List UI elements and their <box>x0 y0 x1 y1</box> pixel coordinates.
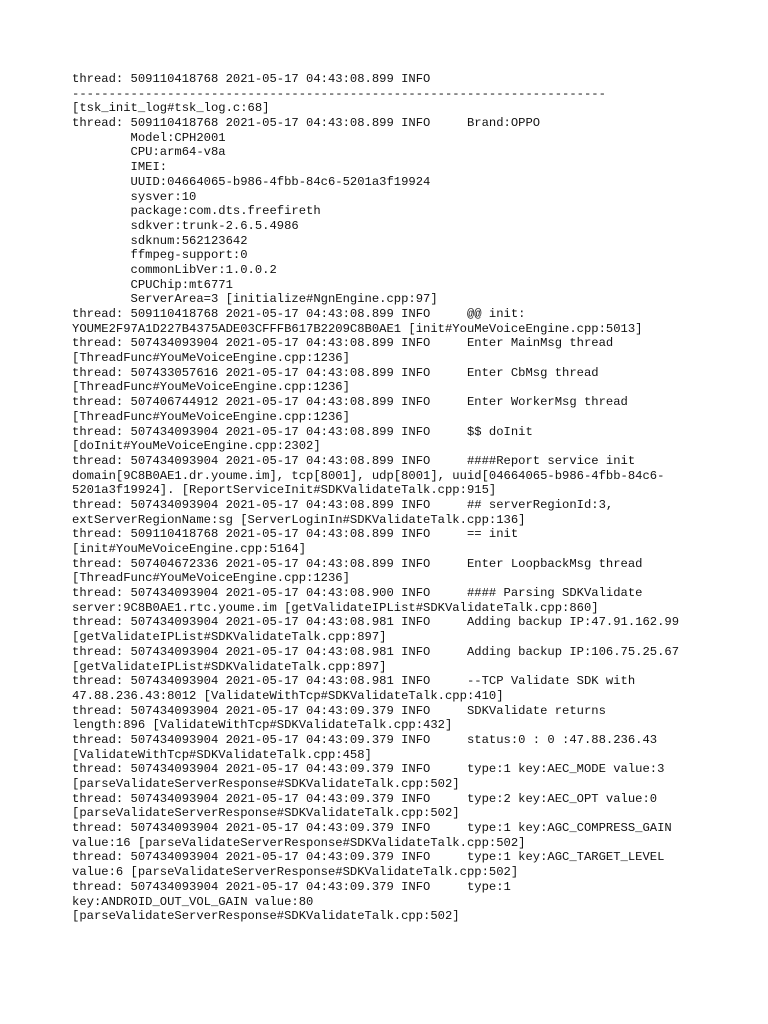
log-line: thread: 509110418768 2021-05-17 04:43:08.899 INFO Brand:OPPO <box>72 116 541 131</box>
log-line: [getValidateIPList#SDKValidateTalk.cpp:897] <box>72 630 387 645</box>
log-line: [parseValidateServerResponse#SDKValidateTalk.cpp:502] <box>72 777 460 791</box>
log-line: thread: 507406744912 2021-05-17 04:43:08.899 INFO Enter WorkerMsg thread <box>72 395 628 410</box>
log-line: thread: 507434093904 2021-05-17 04:43:08.899 INFO ## serverRegionId:3, <box>72 497 614 512</box>
log-line: 47.88.236.43:8012 [ValidateWithTcp#SDKValidateTalk.cpp:410] <box>72 688 504 703</box>
log-line: thread: 507404672336 2021-05-17 04:43:08.899 INFO Enter LoopbackMsg thread <box>72 556 643 571</box>
log-line: thread: 509110418768 2021-05-17 04:43:08.899 INFO == init <box>72 527 519 542</box>
log-line: thread: 507434093904 2021-05-17 04:43:08.981 INFO Adding backup IP:106.75.25.67 <box>72 644 680 659</box>
log-line: thread: 507433057616 2021-05-17 04:43:08.899 INFO Enter CbMsg thread <box>72 365 599 380</box>
log-line: sdknum:562123642 <box>72 233 248 248</box>
log-line: [ThreadFunc#YouMeVoiceEngine.cpp:1236] <box>72 571 350 586</box>
log-line: thread: 507434093904 2021-05-17 04:43:08.900 INFO #### Parsing SDKValidate <box>72 586 643 601</box>
log-document <box>72 72 732 924</box>
log-line: YOUME2F97A1D227B4375ADE03CFFFB617B2209C8B0AE1 [init#YouMeVoiceEngine.cpp:5013] <box>72 321 643 336</box>
log-line: thread: 507434093904 2021-05-17 04:43:08.981 INFO --TCP Validate SDK with <box>72 674 636 689</box>
log-line: [parseValidateServerResponse#SDKValidateTalk.cpp:502] <box>72 909 460 924</box>
log-line: thread: 507434093904 2021-05-17 04:43:08.981 INFO Adding backup IP:47.91.162.99 <box>72 615 680 630</box>
log-line: value:6 [parseValidateServerResponse#SDKValidateTalk.cpp:502] <box>72 865 519 880</box>
log-line: commonLibVer:1.0.0.2 <box>72 262 277 277</box>
log-line: thread: 507434093904 2021-05-17 04:43:09.379 INFO type:1 key:AGC_COMPRESS_GAIN <box>72 821 672 836</box>
log-line: 5201a3f19924]. [ReportServiceInit#SDKValidateTalk.cpp:915] <box>72 483 497 498</box>
log-line: thread: 509110418768 2021-05-17 04:43:08.899 INFO <box>72 72 431 86</box>
log-line: thread: 507434093904 2021-05-17 04:43:09.379 INFO SDKValidate returns <box>72 703 606 718</box>
log-line: [parseValidateServerResponse#SDKValidateTalk.cpp:502] <box>72 806 460 821</box>
log-line: thread: 507434093904 2021-05-17 04:43:09.379 INFO type:2 key:AEC_OPT value:0 <box>72 791 658 806</box>
log-line: thread: 507434093904 2021-05-17 04:43:09.379 INFO status:0 : 0 :47.88.236.43 <box>72 732 658 747</box>
log-line: thread: 507434093904 2021-05-17 04:43:09.379 INFO type:1 <box>72 879 511 894</box>
log-line: Model:CPH2001 <box>72 130 226 145</box>
log-line: length:896 [ValidateWithTcp#SDKValidateTalk.cpp:432] <box>72 718 453 733</box>
log-line: [ThreadFunc#YouMeVoiceEngine.cpp:1236] <box>72 409 350 424</box>
log-line: ServerArea=3 [initialize#NgnEngine.cpp:97] <box>72 292 438 307</box>
log-line: value:16 [parseValidateServerResponse#SDKValidateTalk.cpp:502] <box>72 835 526 850</box>
log-line: sysver:10 <box>72 189 197 204</box>
log-line: [ValidateWithTcp#SDKValidateTalk.cpp:458] <box>72 747 372 762</box>
log-line: [tsk_init_log#tsk_log.c:68] <box>72 101 270 116</box>
log-line: CPUChip:mt6771 <box>72 277 233 292</box>
log-line: thread: 507434093904 2021-05-17 04:43:09.379 INFO type:1 key:AGC_TARGET_LEVEL <box>72 850 665 865</box>
log-line: key:ANDROID_OUT_VOL_GAIN value:80 <box>72 894 314 909</box>
log-line: thread: 507434093904 2021-05-17 04:43:08.899 INFO Enter MainMsg thread <box>72 336 614 351</box>
log-line: thread: 507434093904 2021-05-17 04:43:08.899 INFO ####Report service init <box>72 453 636 468</box>
log-line: IMEI: <box>72 160 168 175</box>
log-line: CPU:arm64-v8a <box>72 145 226 160</box>
log-line: [ThreadFunc#YouMeVoiceEngine.cpp:1236] <box>72 380 350 395</box>
log-line: extServerRegionName:sg [ServerLoginIn#SDKValidateTalk.cpp:136] <box>72 512 526 527</box>
log-line: sdkver:trunk-2.6.5.4986 <box>72 218 299 233</box>
log-line: thread: 507434093904 2021-05-17 04:43:08.899 INFO $$ doInit <box>72 424 533 439</box>
separator-line: ------------------------------------------------------------------------- <box>72 86 606 101</box>
log-line: [doInit#YouMeVoiceEngine.cpp:2302] <box>72 439 321 454</box>
log-line: ffmpeg-support:0 <box>72 248 248 263</box>
log-line: UUID:04664065-b986-4fbb-84c6-5201a3f19924 <box>72 174 431 189</box>
log-line: [getValidateIPList#SDKValidateTalk.cpp:897] <box>72 659 387 674</box>
log-line: server:9C8B0AE1.rtc.youme.im [getValidateIPList#SDKValidateTalk.cpp:860] <box>72 600 599 615</box>
log-line: package:com.dts.freefireth <box>72 204 321 219</box>
log-line: [init#YouMeVoiceEngine.cpp:5164] <box>72 542 307 556</box>
log-line: thread: 509110418768 2021-05-17 04:43:08.899 INFO @@ init: <box>72 307 526 321</box>
log-line: thread: 507434093904 2021-05-17 04:43:09.379 INFO type:1 key:AEC_MODE value:3 <box>72 762 665 777</box>
log-line: [ThreadFunc#YouMeVoiceEngine.cpp:1236] <box>72 351 350 366</box>
log-line: domain[9C8B0AE1.dr.youme.im], tcp[8001], udp[8001], uuid[04664065-b986-4fbb-84c6- <box>72 468 665 483</box>
